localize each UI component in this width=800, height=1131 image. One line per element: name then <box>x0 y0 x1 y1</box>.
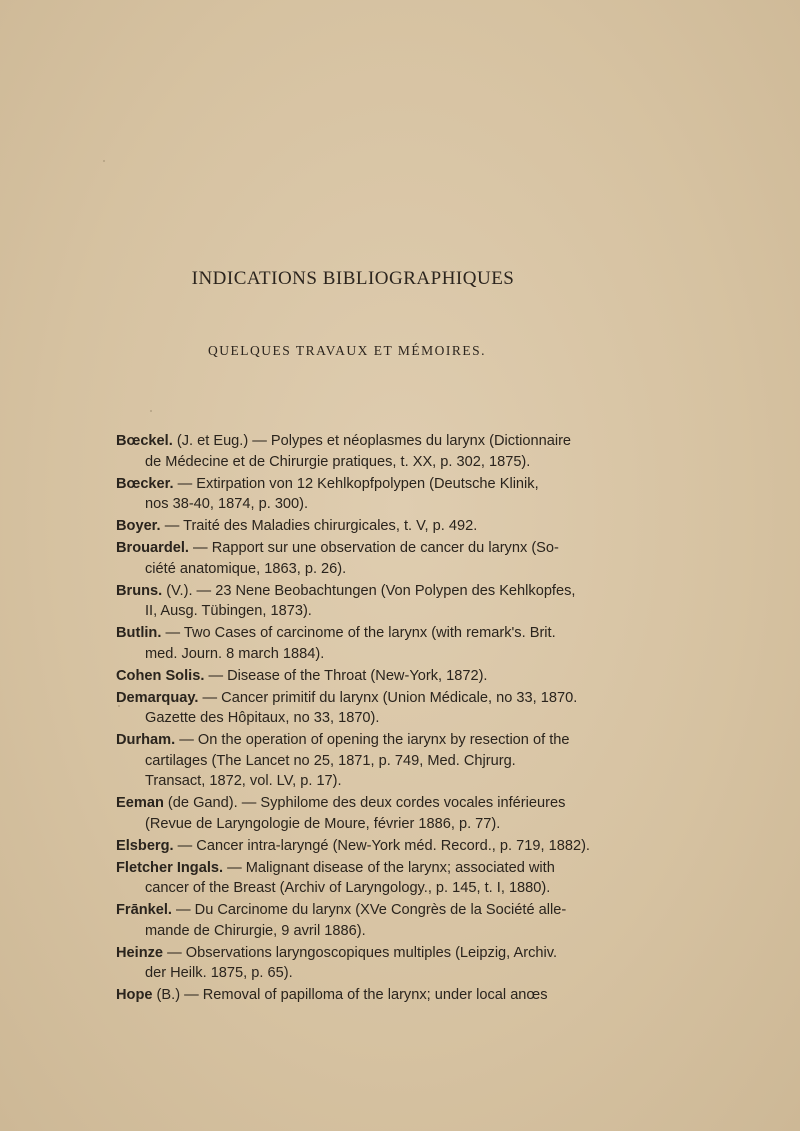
entry-text: der Heilk. 1875, p. 65). <box>145 965 293 981</box>
entry-continuation-line <box>116 559 586 580</box>
entry-text: — Traité des Maladies chirurgicales, t. V, p. 492. <box>164 518 478 534</box>
entry-text: (J. et Eug.) — Polypes et néoplasmes du larynx (Dictionnaire <box>176 433 572 449</box>
entry-text: ciété anatomique, 1863, p. 26). <box>145 560 347 577</box>
page-title: INDICATIONS BIBLIOGRAPHIQUES <box>191 268 515 289</box>
entry-author: Frānkel. <box>116 902 172 918</box>
entry-continuation-line <box>116 771 586 792</box>
entry-first-line <box>116 900 586 921</box>
entry-author: Boyer. <box>116 518 161 534</box>
entry-author: Durham. <box>116 732 176 748</box>
entry-first-line <box>116 688 586 709</box>
entry-first-line <box>116 431 586 452</box>
entry-first-line <box>116 581 586 602</box>
entry-author: Butlin. <box>116 625 162 641</box>
entry-author: Bruns. <box>116 582 163 599</box>
bibliography-entry <box>116 688 586 729</box>
entry-continuation-line <box>116 494 586 515</box>
bibliography-entry <box>116 581 586 622</box>
entry-author: Brouardel. <box>116 540 189 556</box>
entry-text: — Cancer intra-laryngé (New-York méd. Record., p. 719, 1882). <box>177 837 590 854</box>
entry-first-line <box>116 858 586 879</box>
entry-author: Cohen Solis. <box>116 667 205 684</box>
bibliography-entry <box>116 538 586 579</box>
bibliography-entry <box>116 858 586 899</box>
bibliography-entry <box>116 666 586 687</box>
paper-speck <box>118 705 120 707</box>
paper-speck <box>150 410 152 412</box>
entry-text: cancer of the Breast (Archiv of Laryngology., p. 145, t. I, 1880). <box>145 880 551 896</box>
entry-first-line <box>116 985 586 1006</box>
bibliography-entry <box>116 431 586 472</box>
entry-text: — Two Cases of carcinome of the larynx (with remark's. Brit. <box>165 625 556 641</box>
entry-continuation-line <box>116 708 586 729</box>
entry-text: — Du Carcinome du larynx (XVe Congrès de la Société alle- <box>176 902 567 918</box>
bibliography-entry <box>116 793 586 834</box>
bibliography-entry <box>116 474 586 515</box>
entry-author: Demarquay. <box>116 689 199 706</box>
entry-first-line <box>116 538 586 559</box>
bibliography-entry <box>116 623 586 664</box>
entry-continuation-line <box>116 601 586 622</box>
entry-text: Transact, 1872, vol. LV, p. 17). <box>145 773 342 789</box>
section-title: QUELQUES TRAVAUX ET MÉMOIRES. <box>207 343 487 358</box>
entry-text: — Disease of the Throat (New-York, 1872). <box>208 667 488 684</box>
entry-author: Heinze <box>116 944 164 961</box>
entry-text: — Rapport sur une observation de cancer du larynx (So- <box>193 540 559 556</box>
entry-text: II, Ausg. Tübingen, 1873). <box>145 603 312 619</box>
entry-continuation-line <box>116 921 586 942</box>
bibliography-entry <box>116 836 590 857</box>
bibliography-list <box>116 431 590 1007</box>
entry-text: Gazette des Hôpitaux, no 33, 1870). <box>145 710 380 726</box>
entry-first-line <box>116 730 586 751</box>
bibliography-entry <box>116 985 586 1006</box>
entry-continuation-line <box>116 878 586 899</box>
entry-text: (de Gand). — Syphilome des deux cordes vocales inférieures <box>167 795 566 811</box>
entry-text: — Extirpation von 12 Kehlkopfpolypen (Deutsche Klinik, <box>177 475 539 492</box>
entry-author: Bœckel. <box>116 433 173 449</box>
entry-continuation-line <box>116 814 586 835</box>
entry-first-line <box>116 666 586 687</box>
entry-text: (V.). — 23 Nene Beobachtungen (Von Polypen des Kehlkopfes, <box>166 582 576 599</box>
entry-author: Fletcher Ingals. <box>116 859 224 876</box>
entry-text: de Médecine et de Chirurgie pratiques, t. XX, p. 302, 1875). <box>145 453 531 470</box>
entry-continuation-line <box>116 963 586 984</box>
entry-first-line <box>116 836 590 857</box>
entry-continuation-line <box>116 751 586 772</box>
bibliography-entry <box>116 900 586 941</box>
entry-author: Eeman <box>116 795 164 811</box>
entry-continuation-line <box>116 644 586 665</box>
entry-author: Hope <box>116 987 153 1003</box>
bibliography-entry <box>116 943 586 984</box>
entry-text: — Observations laryngoscopiques multiples (Leipzig, Archiv. <box>167 944 557 961</box>
bibliography-entry <box>116 516 586 537</box>
entry-text: (Revue de Laryngologie de Moure, février 1886, p. 77). <box>145 815 501 832</box>
entry-continuation-line <box>116 452 586 473</box>
entry-text: nos 38-40, 1874, p. 300). <box>145 496 309 512</box>
entry-first-line <box>116 623 586 644</box>
entry-first-line <box>116 474 586 495</box>
bibliography-entry <box>116 730 586 792</box>
paper-speck <box>103 160 105 162</box>
entry-text: med. Journ. 8 march 1884). <box>145 645 325 662</box>
entry-text: — On the operation of opening the iarynx by resection of the <box>179 732 570 748</box>
entry-first-line <box>116 943 586 964</box>
entry-first-line <box>116 516 586 537</box>
entry-text: cartilages (The Lancet no 25, 1871, p. 749, Med. Chjrurg. <box>145 752 516 769</box>
entry-text: (B.) — Removal of papilloma of the larynx; under local anœs <box>156 987 548 1003</box>
entry-text: — Cancer primitif du larynx (Union Médicale, no 33, 1870. <box>202 689 578 706</box>
entry-text: — Malignant disease of the larynx; associated with <box>227 859 555 876</box>
entry-text: mande de Chirurgie, 9 avril 1886). <box>145 922 366 939</box>
entry-author: Bœcker. <box>116 475 174 492</box>
entry-first-line <box>116 793 586 814</box>
entry-author: Elsberg. <box>116 837 174 854</box>
